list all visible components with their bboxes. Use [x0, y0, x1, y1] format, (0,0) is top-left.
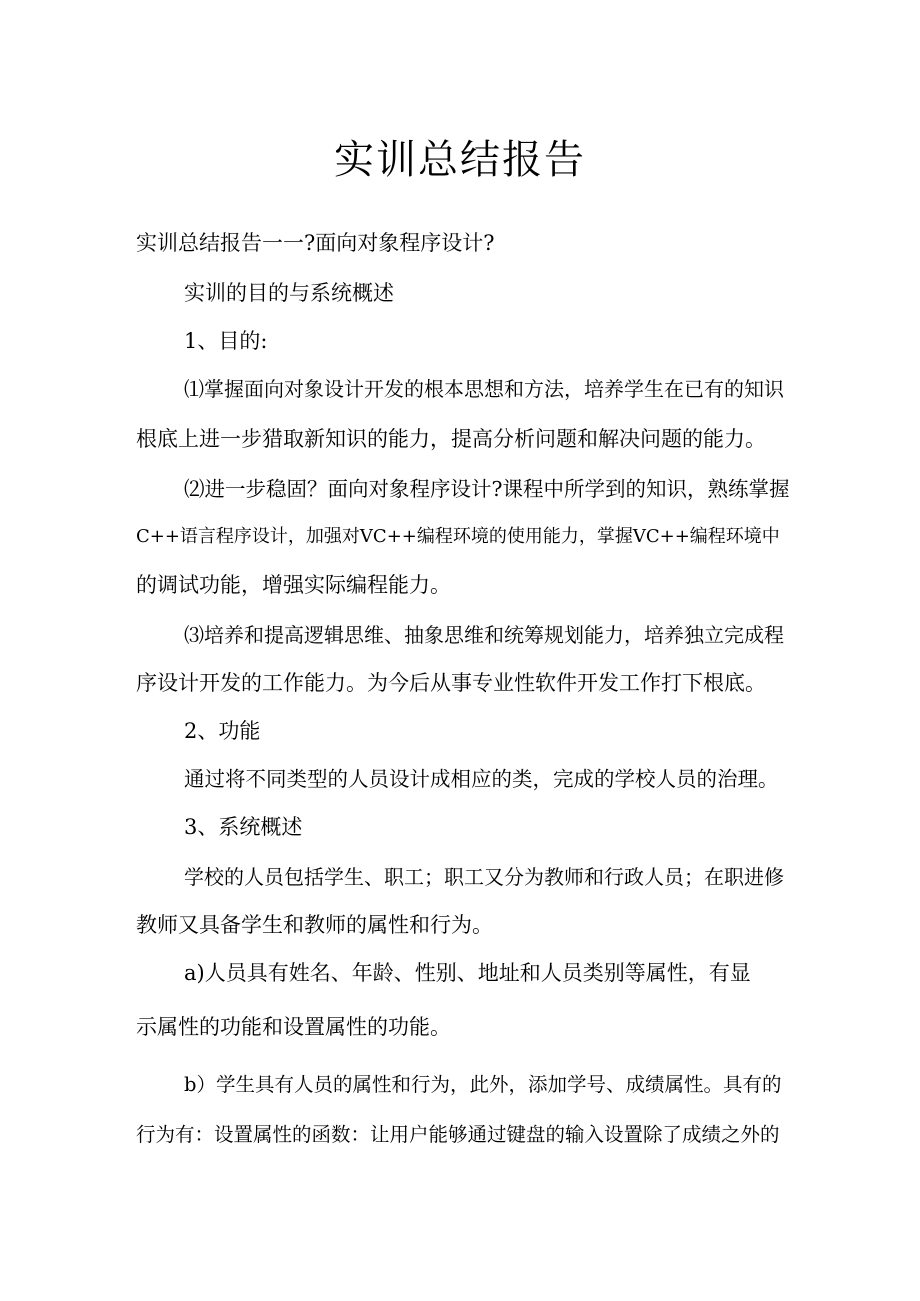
- paragraph-line: ⑵进一步稳固？面向对象程序设计?课程中所学到的知识，熟练掌握: [184, 477, 790, 501]
- paragraph-line: 通过将不同类型的人员设计成相应的类，完成的学校人员的治理。: [184, 767, 779, 791]
- paragraph-line: C++语言程序设计，加强对VC++编程环境的使用能力，掌握VC++编程环境中: [136, 526, 780, 547]
- paragraph-line: 教师又具备学生和教师的属性和行为。: [136, 913, 493, 937]
- paragraph-line: a)人员具有姓名、年龄、性别、地址和人员类别等属性，有显: [184, 961, 751, 985]
- paragraph-line: 学校的人员包括学生、职工；职工又分为教师和行政人员；在职进修: [184, 865, 784, 889]
- section-heading: 3、系统概述: [184, 815, 303, 839]
- paragraph-line: ⑴掌握面向对象设计开发的根本思想和方法，培养学生在已有的知识: [184, 377, 784, 401]
- section-heading: 2、功能: [184, 719, 261, 743]
- paragraph-line: 的调试功能，增强实际编程能力。: [136, 573, 451, 597]
- paragraph-line: b）学生具有人员的属性和行为，此外，添加学号、成绩属性。具有的: [184, 1073, 782, 1096]
- section-heading: 实训的目的与系统概述: [184, 281, 394, 305]
- report-subtitle: 实训总结报告一一?面向对象程序设计?: [136, 231, 495, 255]
- paragraph-line: 行为有：设置属性的函数：让用户能够通过键盘的输入设置除了成绩之外的: [136, 1123, 780, 1146]
- section-heading: 1、目的:: [184, 329, 268, 353]
- paragraph-line: 序设计开发的工作能力。为今后从事专业性软件开发工作打下根底。: [136, 671, 766, 695]
- paragraph-line: ⑶培养和提高逻辑思维、抽象思维和统筹规划能力，培养独立完成程: [184, 623, 784, 647]
- paragraph-line: 根底上进一步猎取新知识的能力，提高分析问题和解决问题的能力。: [136, 427, 766, 451]
- document-title: 实训总结报告: [334, 137, 586, 183]
- paragraph-line: 示属性的功能和设置属性的功能。: [136, 1015, 451, 1039]
